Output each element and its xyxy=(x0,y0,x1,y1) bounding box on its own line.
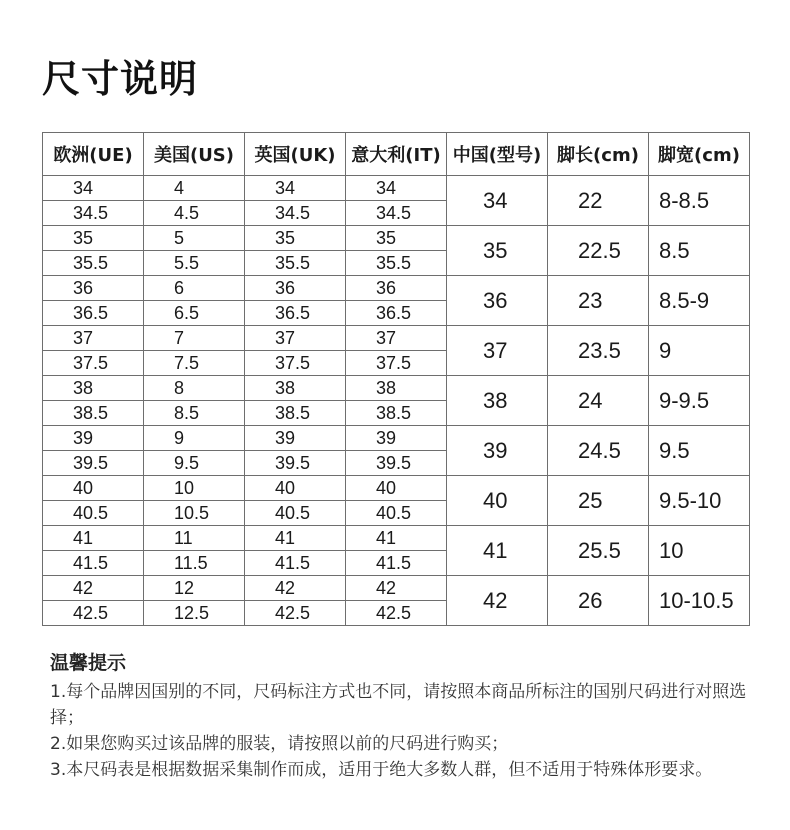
foot-width-cell: 9-9.5 xyxy=(649,376,750,426)
size-eu-cell: 38 xyxy=(43,376,144,401)
foot-width-cell: 9.5 xyxy=(649,426,750,476)
header-foot-length: 脚长(cm) xyxy=(548,133,649,176)
size-it-cell: 38.5 xyxy=(346,401,447,426)
size-cn-cell: 36 xyxy=(447,276,548,326)
size-it-cell: 36 xyxy=(346,276,447,301)
size-uk-cell: 42 xyxy=(245,576,346,601)
size-cn-cell: 35 xyxy=(447,226,548,276)
table-row xyxy=(43,476,750,501)
size-it-cell: 42 xyxy=(346,576,447,601)
table-row xyxy=(43,526,750,551)
size-cn-cell: 37 xyxy=(447,326,548,376)
size-it-cell: 36.5 xyxy=(346,301,447,326)
size-it-cell: 41 xyxy=(346,526,447,551)
size-us-cell: 5 xyxy=(144,226,245,251)
size-uk-cell: 38 xyxy=(245,376,346,401)
size-it-cell: 42.5 xyxy=(346,601,447,626)
size-uk-cell: 41.5 xyxy=(245,551,346,576)
size-uk-cell: 35.5 xyxy=(245,251,346,276)
header-cn: 中国(型号) xyxy=(447,133,548,176)
size-us-cell: 8.5 xyxy=(144,401,245,426)
size-uk-cell: 39 xyxy=(245,426,346,451)
header-row xyxy=(43,133,750,176)
foot-length-cell: 24.5 xyxy=(548,426,649,476)
size-cn-cell: 38 xyxy=(447,376,548,426)
table-row xyxy=(43,226,750,251)
size-us-cell: 11 xyxy=(144,526,245,551)
size-uk-cell: 36 xyxy=(245,276,346,301)
size-us-cell: 4.5 xyxy=(144,201,245,226)
size-it-cell: 39 xyxy=(346,426,447,451)
size-it-cell: 35.5 xyxy=(346,251,447,276)
header-eu: 欧洲(UE) xyxy=(43,133,144,176)
table-row xyxy=(43,276,750,301)
foot-width-cell: 9.5-10 xyxy=(649,476,750,526)
size-us-cell: 12 xyxy=(144,576,245,601)
size-uk-cell: 40 xyxy=(245,476,346,501)
foot-length-cell: 22.5 xyxy=(548,226,649,276)
size-uk-cell: 38.5 xyxy=(245,401,346,426)
size-eu-cell: 35.5 xyxy=(43,251,144,276)
size-uk-cell: 35 xyxy=(245,226,346,251)
page-title: 尺寸说明 xyxy=(42,57,199,101)
size-us-cell: 4 xyxy=(144,176,245,201)
size-eu-cell: 38.5 xyxy=(43,401,144,426)
size-it-cell: 35 xyxy=(346,226,447,251)
header-us: 美国(US) xyxy=(144,133,245,176)
size-us-cell: 7 xyxy=(144,326,245,351)
tip-line-1: 1.每个品牌因国别的不同，尺码标注方式也不同，请按照本商品所标注的国别尺码进行对照选择； xyxy=(50,682,747,728)
size-eu-cell: 41.5 xyxy=(43,551,144,576)
size-cn-cell: 34 xyxy=(447,176,548,226)
size-us-cell: 10.5 xyxy=(144,501,245,526)
size-us-cell: 10 xyxy=(144,476,245,501)
size-uk-cell: 37.5 xyxy=(245,351,346,376)
size-uk-cell: 40.5 xyxy=(245,501,346,526)
foot-width-cell: 8.5-9 xyxy=(649,276,750,326)
table-row xyxy=(43,426,750,451)
size-us-cell: 7.5 xyxy=(144,351,245,376)
foot-length-cell: 23 xyxy=(548,276,649,326)
tips-section xyxy=(50,648,750,783)
size-eu-cell: 41 xyxy=(43,526,144,551)
size-cn-cell: 39 xyxy=(447,426,548,476)
size-uk-cell: 42.5 xyxy=(245,601,346,626)
size-chart-table xyxy=(42,132,750,626)
foot-width-cell: 9 xyxy=(649,326,750,376)
foot-length-cell: 25.5 xyxy=(548,526,649,576)
foot-length-cell: 26 xyxy=(548,576,649,626)
size-us-cell: 6.5 xyxy=(144,301,245,326)
size-eu-cell: 40.5 xyxy=(43,501,144,526)
size-uk-cell: 39.5 xyxy=(245,451,346,476)
table-row xyxy=(43,176,750,201)
foot-width-cell: 10-10.5 xyxy=(649,576,750,626)
size-it-cell: 37 xyxy=(346,326,447,351)
table-row xyxy=(43,326,750,351)
size-us-cell: 6 xyxy=(144,276,245,301)
size-us-cell: 9.5 xyxy=(144,451,245,476)
size-us-cell: 11.5 xyxy=(144,551,245,576)
size-us-cell: 9 xyxy=(144,426,245,451)
size-eu-cell: 39.5 xyxy=(43,451,144,476)
size-eu-cell: 42 xyxy=(43,576,144,601)
table-row xyxy=(43,576,750,601)
header-it: 意大利(IT) xyxy=(346,133,447,176)
size-eu-cell: 37 xyxy=(43,326,144,351)
size-uk-cell: 34 xyxy=(245,176,346,201)
size-it-cell: 34 xyxy=(346,176,447,201)
foot-length-cell: 23.5 xyxy=(548,326,649,376)
size-uk-cell: 36.5 xyxy=(245,301,346,326)
size-cn-cell: 40 xyxy=(447,476,548,526)
size-eu-cell: 36.5 xyxy=(43,301,144,326)
foot-length-cell: 22 xyxy=(548,176,649,226)
size-cn-cell: 42 xyxy=(447,576,548,626)
size-it-cell: 40.5 xyxy=(346,501,447,526)
size-uk-cell: 37 xyxy=(245,326,346,351)
foot-length-cell: 24 xyxy=(548,376,649,426)
tips-heading: 温馨提示 xyxy=(50,652,127,674)
size-eu-cell: 40 xyxy=(43,476,144,501)
size-eu-cell: 39 xyxy=(43,426,144,451)
size-us-cell: 8 xyxy=(144,376,245,401)
foot-width-cell: 8-8.5 xyxy=(649,176,750,226)
size-eu-cell: 37.5 xyxy=(43,351,144,376)
size-it-cell: 40 xyxy=(346,476,447,501)
size-it-cell: 38 xyxy=(346,376,447,401)
foot-width-cell: 8.5 xyxy=(649,226,750,276)
size-it-cell: 41.5 xyxy=(346,551,447,576)
tip-line-3: 3.本尺码表是根据数据采集制作而成，适用于绝大多数人群，但不适用于特殊体形要求。 xyxy=(50,760,713,780)
size-cn-cell: 41 xyxy=(447,526,548,576)
size-uk-cell: 41 xyxy=(245,526,346,551)
size-eu-cell: 36 xyxy=(43,276,144,301)
tip-line-2: 2.如果您购买过该品牌的服装，请按照以前的尺码进行购买； xyxy=(50,734,509,754)
foot-width-cell: 10 xyxy=(649,526,750,576)
size-us-cell: 12.5 xyxy=(144,601,245,626)
size-it-cell: 34.5 xyxy=(346,201,447,226)
size-eu-cell: 34 xyxy=(43,176,144,201)
header-foot-width: 脚宽(cm) xyxy=(649,133,750,176)
size-eu-cell: 35 xyxy=(43,226,144,251)
size-uk-cell: 34.5 xyxy=(245,201,346,226)
size-it-cell: 37.5 xyxy=(346,351,447,376)
table-row xyxy=(43,376,750,401)
size-eu-cell: 42.5 xyxy=(43,601,144,626)
header-uk: 英国(UK) xyxy=(245,133,346,176)
foot-length-cell: 25 xyxy=(548,476,649,526)
size-eu-cell: 34.5 xyxy=(43,201,144,226)
size-us-cell: 5.5 xyxy=(144,251,245,276)
size-it-cell: 39.5 xyxy=(346,451,447,476)
